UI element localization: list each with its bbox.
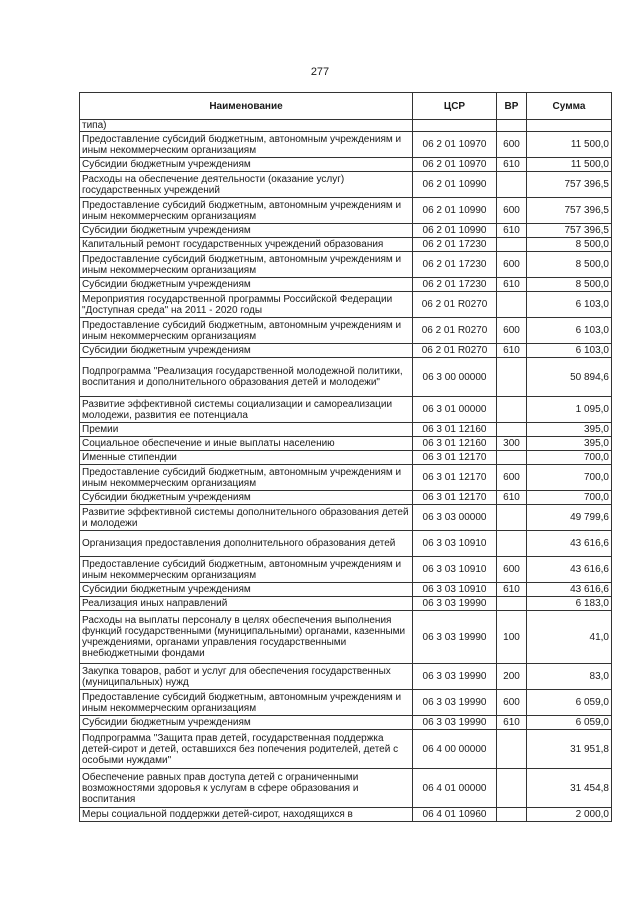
cell-vr: 600	[497, 557, 527, 583]
cell-vr	[497, 451, 527, 465]
cell-vr: 600	[497, 198, 527, 224]
table-row	[80, 318, 612, 344]
table-row	[80, 224, 612, 238]
cell-name: Расходы на обеспечение деятельности (оказание услуг) государственных учреждений	[80, 172, 413, 198]
cell-csr: 06 2 01 10990	[413, 198, 497, 224]
cell-name: Расходы на выплаты персоналу в целях обеспечения выполнения функций государственными (муниципальными) органами, казенными учреждениями, органами управления государственными внебюджетными фондами	[80, 611, 413, 664]
table-row	[80, 172, 612, 198]
cell-sum: 2 000,0	[527, 808, 612, 822]
cell-csr: 06 2 01 10970	[413, 158, 497, 172]
table-row	[80, 238, 612, 252]
cell-sum: 395,0	[527, 423, 612, 437]
cell-csr: 06 3 03 19990	[413, 690, 497, 716]
cell-csr: 06 4 01 00000	[413, 769, 497, 808]
cell-name: Субсидии бюджетным учреждениям	[80, 278, 413, 292]
cell-name: Предоставление субсидий бюджетным, автономным учреждениям и иным некоммерческим организациям	[80, 132, 413, 158]
cell-csr: 06 3 01 12160	[413, 423, 497, 437]
cell-name: Предоставление субсидий бюджетным, автономным учреждениям и иным некоммерческим организациям	[80, 690, 413, 716]
cell-sum: 50 894,6	[527, 358, 612, 397]
table-row	[80, 344, 612, 358]
cell-sum: 395,0	[527, 437, 612, 451]
table-header-row	[80, 93, 612, 120]
cell-csr: 06 3 03 10910	[413, 583, 497, 597]
cell-csr: 06 3 01 12170	[413, 451, 497, 465]
cell-sum: 8 500,0	[527, 238, 612, 252]
cell-sum: 83,0	[527, 664, 612, 690]
column-header-name: Наименование	[80, 93, 413, 120]
cell-sum: 43 616,6	[527, 557, 612, 583]
cell-name: Субсидии бюджетным учреждениям	[80, 344, 413, 358]
table-row	[80, 252, 612, 278]
cell-vr: 610	[497, 716, 527, 730]
cell-vr: 610	[497, 224, 527, 238]
cell-vr	[497, 238, 527, 252]
cell-sum: 8 500,0	[527, 252, 612, 278]
cell-sum: 757 396,5	[527, 198, 612, 224]
cell-csr: 06 2 01 10990	[413, 224, 497, 238]
cell-csr: 06 2 01 17230	[413, 252, 497, 278]
cell-vr	[497, 358, 527, 397]
cell-name: Субсидии бюджетным учреждениям	[80, 491, 413, 505]
cell-name: Организация предоставления дополнительного образования детей	[80, 531, 413, 557]
cell-csr: 06 3 03 19990	[413, 597, 497, 611]
cell-sum: 757 396,5	[527, 224, 612, 238]
page-number: 277	[310, 66, 330, 78]
cell-name: Меры социальной поддержки детей-сирот, находящихся в	[80, 808, 413, 822]
cell-vr	[497, 292, 527, 318]
cell-sum	[527, 120, 612, 132]
cell-name: Предоставление субсидий бюджетным, автономным учреждениям и иным некоммерческим организациям	[80, 465, 413, 491]
cell-name: Предоставление субсидий бюджетным, автономным учреждениям и иным некоммерческим организациям	[80, 557, 413, 583]
table-row	[80, 491, 612, 505]
cell-name: Подпрограмма "Реализация государственной молодежной политики, воспитания и дополнительного образования детей и молодежи"	[80, 358, 413, 397]
cell-csr: 06 2 01 R0270	[413, 318, 497, 344]
table-row	[80, 158, 612, 172]
cell-name: Закупка товаров, работ и услуг для обеспечения государственных (муниципальных) нужд	[80, 664, 413, 690]
cell-sum: 6 103,0	[527, 344, 612, 358]
cell-sum: 41,0	[527, 611, 612, 664]
table-row	[80, 437, 612, 451]
cell-sum: 8 500,0	[527, 278, 612, 292]
cell-vr: 600	[497, 252, 527, 278]
table-row	[80, 132, 612, 158]
table-row	[80, 808, 612, 822]
cell-name: Премии	[80, 423, 413, 437]
table-row	[80, 465, 612, 491]
table-row	[80, 611, 612, 664]
cell-csr: 06 3 03 10910	[413, 531, 497, 557]
table-row	[80, 716, 612, 730]
table-body	[80, 120, 612, 822]
table-row	[80, 505, 612, 531]
cell-vr: 610	[497, 491, 527, 505]
column-header-csr: ЦСР	[413, 93, 497, 120]
cell-vr	[497, 505, 527, 531]
cell-sum: 6 059,0	[527, 690, 612, 716]
cell-name: Развитие эффективной системы социализации и самореализации молодежи, развития ее потенциала	[80, 397, 413, 423]
cell-name: Предоставление субсидий бюджетным, автономным учреждениям и иным некоммерческим организациям	[80, 252, 413, 278]
cell-vr	[497, 172, 527, 198]
table-row	[80, 292, 612, 318]
cell-sum: 6 059,0	[527, 716, 612, 730]
cell-csr: 06 3 01 12170	[413, 465, 497, 491]
cell-vr: 600	[497, 465, 527, 491]
cell-vr: 100	[497, 611, 527, 664]
cell-name: Именные стипендии	[80, 451, 413, 465]
table-row	[80, 690, 612, 716]
column-header-vr: ВР	[497, 93, 527, 120]
cell-csr: 06 3 01 12170	[413, 491, 497, 505]
cell-sum: 1 095,0	[527, 397, 612, 423]
cell-csr: 06 2 01 10970	[413, 132, 497, 158]
cell-name: Обеспечение равных прав доступа детей с ограниченными возможностями здоровья к услугам в сфере образования и воспитания	[80, 769, 413, 808]
table-row	[80, 278, 612, 292]
cell-csr: 06 2 01 R0270	[413, 292, 497, 318]
cell-csr: 06 3 01 00000	[413, 397, 497, 423]
table-row	[80, 397, 612, 423]
cell-vr: 600	[497, 132, 527, 158]
cell-sum: 43 616,6	[527, 583, 612, 597]
cell-csr: 06 4 00 00000	[413, 730, 497, 769]
column-header-sum: Сумма	[527, 93, 612, 120]
cell-csr: 06 3 03 10910	[413, 557, 497, 583]
budget-table	[79, 92, 612, 822]
cell-csr: 06 4 01 10960	[413, 808, 497, 822]
cell-csr: 06 3 01 12160	[413, 437, 497, 451]
cell-csr: 06 2 01 17230	[413, 238, 497, 252]
cell-vr: 610	[497, 158, 527, 172]
cell-csr: 06 2 01 10990	[413, 172, 497, 198]
cell-vr	[497, 597, 527, 611]
cell-csr: 06 3 03 00000	[413, 505, 497, 531]
cell-sum: 700,0	[527, 465, 612, 491]
cell-name: Реализация иных направлений	[80, 597, 413, 611]
cell-csr	[413, 120, 497, 132]
cell-sum: 11 500,0	[527, 132, 612, 158]
cell-name: типа)	[80, 120, 413, 132]
cell-vr	[497, 397, 527, 423]
cell-csr: 06 3 03 19990	[413, 716, 497, 730]
cell-sum: 700,0	[527, 451, 612, 465]
table-row	[80, 423, 612, 437]
cell-name: Субсидии бюджетным учреждениям	[80, 583, 413, 597]
cell-name: Субсидии бюджетным учреждениям	[80, 716, 413, 730]
cell-name: Капитальный ремонт государственных учреждений образования	[80, 238, 413, 252]
cell-vr	[497, 769, 527, 808]
cell-vr: 610	[497, 344, 527, 358]
cell-sum: 6 103,0	[527, 318, 612, 344]
cell-vr	[497, 808, 527, 822]
table-row	[80, 597, 612, 611]
cell-name: Предоставление субсидий бюджетным, автономным учреждениям и иным некоммерческим организациям	[80, 318, 413, 344]
table-row	[80, 557, 612, 583]
cell-vr	[497, 531, 527, 557]
cell-vr: 610	[497, 583, 527, 597]
cell-vr: 600	[497, 690, 527, 716]
cell-sum: 700,0	[527, 491, 612, 505]
cell-sum: 11 500,0	[527, 158, 612, 172]
cell-sum: 6 103,0	[527, 292, 612, 318]
cell-name: Развитие эффективной системы дополнительного образования детей и молодежи	[80, 505, 413, 531]
table-row	[80, 583, 612, 597]
cell-sum: 31 454,8	[527, 769, 612, 808]
cell-name: Субсидии бюджетным учреждениям	[80, 158, 413, 172]
cell-vr: 610	[497, 278, 527, 292]
cell-csr: 06 2 01 17230	[413, 278, 497, 292]
cell-name: Подпрограмма "Защита прав детей, государственная поддержка детей-сирот и детей, оставшихся без попечения родителей, детей с особыми нуждами"	[80, 730, 413, 769]
cell-vr: 300	[497, 437, 527, 451]
cell-csr: 06 2 01 R0270	[413, 344, 497, 358]
table-row	[80, 358, 612, 397]
cell-vr: 200	[497, 664, 527, 690]
cell-sum: 49 799,6	[527, 505, 612, 531]
cell-sum: 31 951,8	[527, 730, 612, 769]
cell-csr: 06 3 00 00000	[413, 358, 497, 397]
cell-name: Субсидии бюджетным учреждениям	[80, 224, 413, 238]
table-row	[80, 451, 612, 465]
cell-csr: 06 3 03 19990	[413, 611, 497, 664]
cell-sum: 6 183,0	[527, 597, 612, 611]
cell-vr	[497, 423, 527, 437]
table-row	[80, 531, 612, 557]
cell-sum: 43 616,6	[527, 531, 612, 557]
cell-name: Предоставление субсидий бюджетным, автономным учреждениям и иным некоммерческим организациям	[80, 198, 413, 224]
table-row	[80, 120, 612, 132]
cell-name: Социальное обеспечение и иные выплаты населению	[80, 437, 413, 451]
cell-name: Мероприятия государственной программы Российской Федерации "Доступная среда" на 2011 - 2020 годы	[80, 292, 413, 318]
cell-csr: 06 3 03 19990	[413, 664, 497, 690]
cell-vr	[497, 120, 527, 132]
table-row	[80, 664, 612, 690]
table-row	[80, 769, 612, 808]
cell-vr: 600	[497, 318, 527, 344]
cell-vr	[497, 730, 527, 769]
cell-sum: 757 396,5	[527, 172, 612, 198]
table-row	[80, 198, 612, 224]
table-row	[80, 730, 612, 769]
